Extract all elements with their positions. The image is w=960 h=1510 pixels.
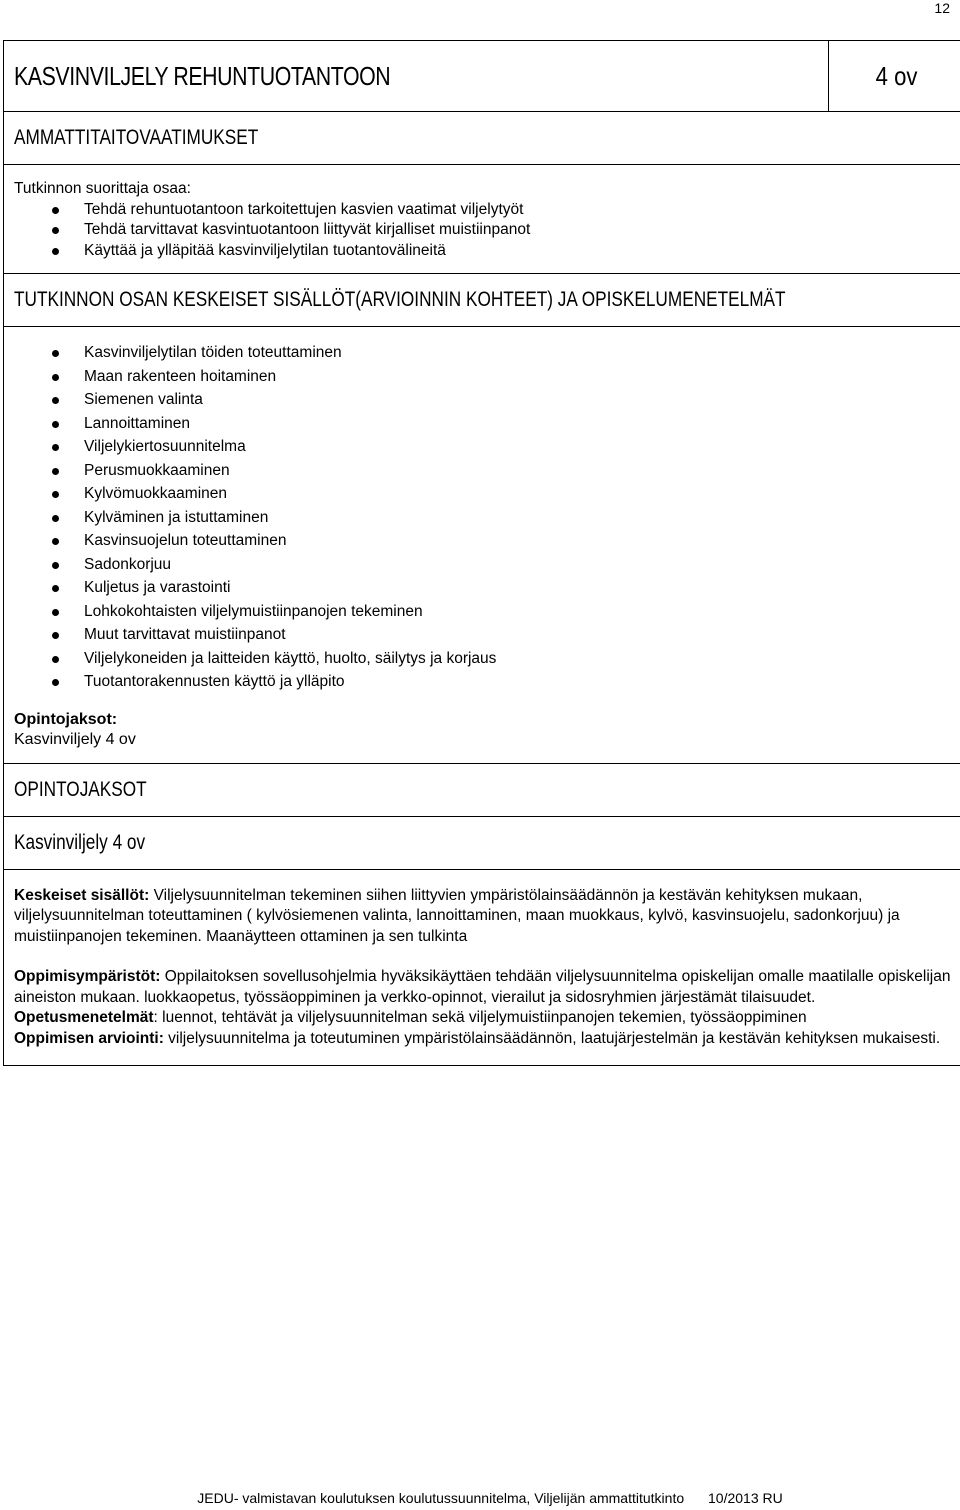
page-footer	[0, 1490, 960, 1506]
list-item: Muut tarvittavat muistiinpanot	[14, 623, 955, 647]
study-units-value: Kasvinviljely 4 ov	[14, 731, 136, 748]
unit-details-cell	[4, 869, 960, 1066]
methods-label: Opetusmenetelmät	[14, 1009, 154, 1026]
opintojaksot-heading: OPINTOJAKSOT	[14, 777, 147, 801]
requirements-heading: AMMATTITAITOVAATIMUKSET	[14, 126, 259, 149]
header-row	[4, 41, 960, 112]
key-content-paragraph	[14, 886, 955, 948]
module-title: KASVINVILJELY REHUNTUOTANTOON	[14, 60, 391, 91]
list-item: Viljelykoneiden ja laitteiden käyttö, huolto, säilytys ja korjaus	[14, 647, 955, 671]
environments-paragraph	[14, 967, 955, 1008]
unit-heading-cell	[4, 816, 960, 869]
footer-date: 10/2013 RU	[708, 1490, 783, 1506]
curriculum-table	[3, 40, 960, 1066]
list-item: Kuljetus ja varastointi	[14, 576, 955, 600]
list-item: Kasvinsuojelun toteuttaminen	[14, 529, 955, 553]
list-item: Siemenen valinta	[14, 388, 955, 412]
list-item: Kasvinviljelytilan töiden toteuttaminen	[14, 341, 955, 365]
list-item: Tehdä rehuntuotantoon tarkoitettujen kasvien vaatimat viljelytyöt	[14, 200, 955, 221]
methods-text: : luennot, tehtävät ja viljelysuunnitelman sekä viljelymuistiinpanojen tekemien, työssäoppiminen	[153, 1009, 807, 1026]
list-item: Lannoittaminen	[14, 412, 955, 436]
module-title-cell	[4, 41, 829, 112]
page-number: 12	[934, 0, 950, 16]
methods-paragraph	[14, 1008, 955, 1029]
list-item: Käyttää ja ylläpitää kasvinviljelytilan tuotantovälineitä	[14, 241, 955, 262]
key-content-label: Keskeiset sisällöt:	[14, 886, 150, 904]
key-content-text: Viljelysuunnitelman tekeminen siihen liittyvien ympäristölainsäädännön ja kestävän kehityksen mukaan, viljelysuunnitelman toteuttaminen ( kylvösiemenen valinta, lannoittaminen, maan muokkaus, kylvö, kasvinsuojelu, sadonkorjuu) ja muistiinpanojen tekeminen. Maanäytteen ottaminen ja sen tulkinta	[14, 886, 900, 945]
list-item: Maan rakenteen hoitaminen	[14, 365, 955, 389]
assessment-text: viljelysuunnitelma ja toteutuminen ympäristölainsäädännön, laatujärjestelmän ja kestävän kehityksen mukaisesti.	[163, 1029, 941, 1047]
footer-text: JEDU- valmistavan koulutuksen koulutussuunnitelma, Viljelijän ammattitutkinto	[197, 1490, 685, 1506]
list-item: Perusmuokkaaminen	[14, 459, 955, 483]
contents-heading-cell	[4, 274, 960, 327]
requirements-intro: Tutkinnon suorittaja osaa:	[14, 180, 191, 197]
module-credits: 4 ov	[876, 60, 918, 91]
contents-heading: TUTKINNON OSAN KESKEISET SISÄLLÖT(ARVIOINNIN KOHTEET) JA OPISKELUMENETELMÄT	[14, 288, 786, 311]
list-item: Sadonkorjuu	[14, 553, 955, 577]
list-item: Kylväminen ja istuttaminen	[14, 506, 955, 530]
requirements-heading-cell	[4, 112, 960, 165]
environments-text: Oppilaitoksen sovellusohjelmia hyväksikäyttäen tehdään viljelysuunnitelma opiskelijan omalle maatilalle opiskelijan aineiston mukaan. luokkaopetus, työssäoppiminen ja verkko-opinnot, vierailut ja sidosryhmien järjestämät tilaisuudet.	[14, 968, 951, 1006]
list-item: Tuotantorakennusten käyttö ja ylläpito	[14, 670, 955, 694]
module-credits-cell	[828, 41, 960, 112]
list-item: Tehdä tarvittavat kasvintuotantoon liittyvät kirjalliset muistiinpanot	[14, 220, 955, 241]
requirements-cell	[4, 165, 960, 274]
requirements-list	[14, 200, 955, 262]
assessment-paragraph	[14, 1029, 955, 1050]
environments-label: Oppimisympäristöt:	[14, 968, 161, 985]
assessment-label: Oppimisen arviointi:	[14, 1029, 164, 1047]
contents-cell	[4, 327, 960, 764]
list-item: Viljelykiertosuunnitelma	[14, 435, 955, 459]
opintojaksot-heading-cell	[4, 763, 960, 816]
study-units-label: Opintojaksot:	[14, 710, 118, 728]
contents-list	[14, 341, 955, 694]
list-item: Lohkokohtaisten viljelymuistiinpanojen tekeminen	[14, 600, 955, 624]
unit-heading: Kasvinviljely 4 ov	[14, 830, 146, 854]
list-item: Kylvömuokkaaminen	[14, 482, 955, 506]
